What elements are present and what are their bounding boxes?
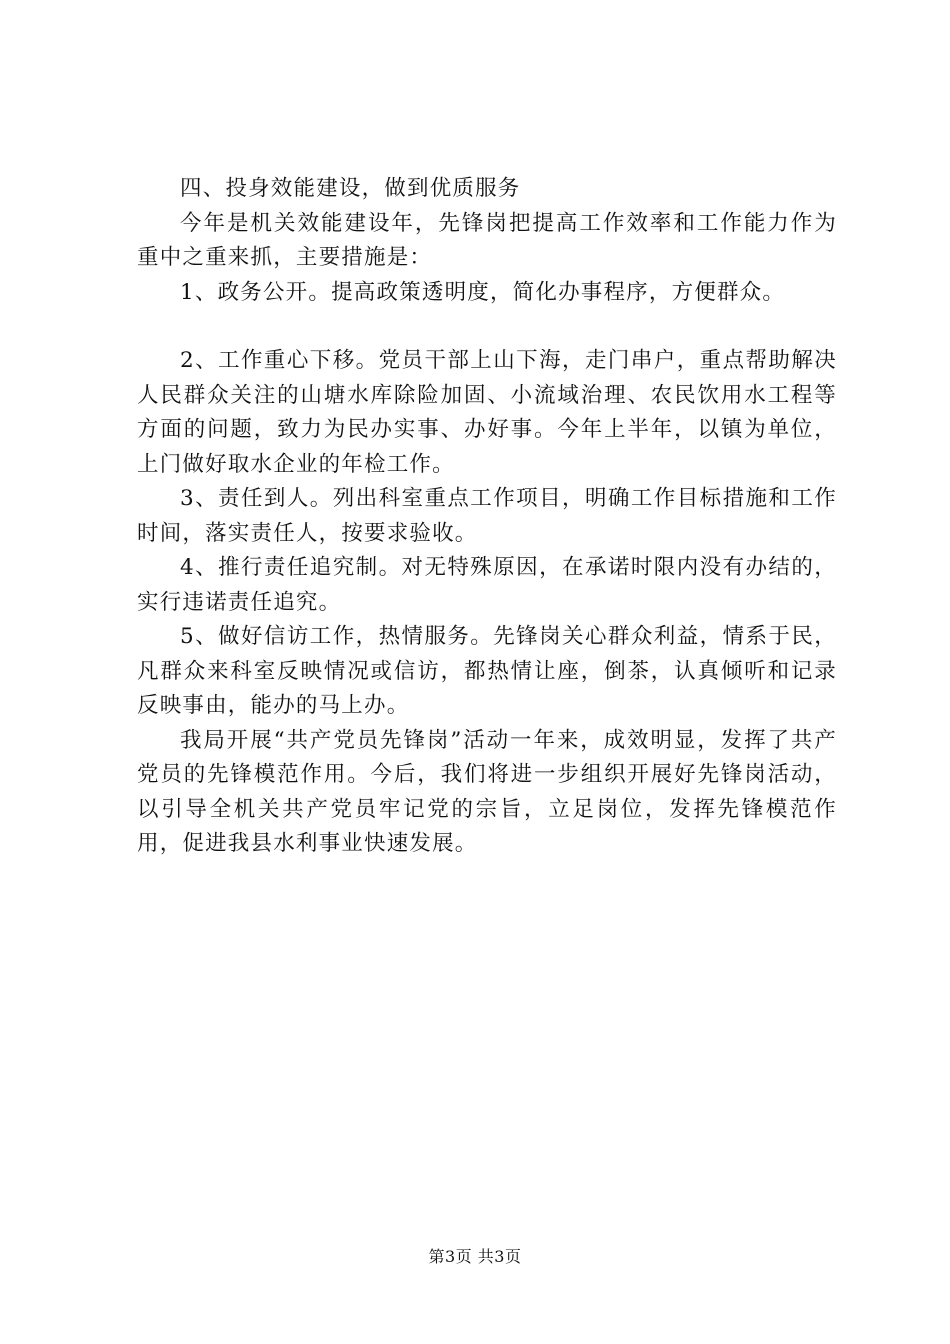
paragraph-item-4: 4、推行责任追究制。对无特殊原因，在承诺时限内没有办结的，实行违诺责任追究。: [137, 555, 837, 615]
page-footer: 第3页 共3页: [428, 1247, 522, 1266]
paragraph-item-5: 5、做好信访工作，热情服务。先锋岗关心群众利益，情系于民，凡群众来科室反映情况或信访，都热情让座，倒茶，认真倾听和记录反映事由，能办的马上办。: [137, 624, 837, 718]
paragraph-item-2: 2、工作重心下移。党员干部上山下海，走门串户，重点帮助解决人民群众关注的山塘水库除险加固、小流域治理、农民饮用水工程等方面的问题，致力为民办实事、办好事。今年上半年，以镇为单位，上门做好取水企业的年检工作。: [137, 348, 837, 477]
paragraph-item-3: 3、责任到人。列出科室重点工作项目，明确工作目标措施和工作时间，落实责任人，按要求验收。: [137, 486, 837, 546]
paragraph-conclusion: 我局开展“共产党员先锋岗”活动一年来，成效明显，发挥了共产党员的先锋模范作用。今后，我们将进一步组织开展好先锋岗活动，以引导全机关共产党员牢记党的宗旨，立足岗位，发挥先锋模范作用，促进我县水利事业快速发展。: [137, 727, 837, 856]
section-heading: 四、投身效能建设，做到优质服务: [180, 176, 521, 201]
document-body: [137, 172, 837, 862]
paragraph-intro: 今年是机关效能建设年，先锋岗把提高工作效率和工作能力作为重中之重来抓，主要措施是：: [137, 210, 837, 270]
paragraph-item-1: 1、政务公开。提高政策透明度，简化办事程序，方便群众。: [180, 279, 786, 305]
